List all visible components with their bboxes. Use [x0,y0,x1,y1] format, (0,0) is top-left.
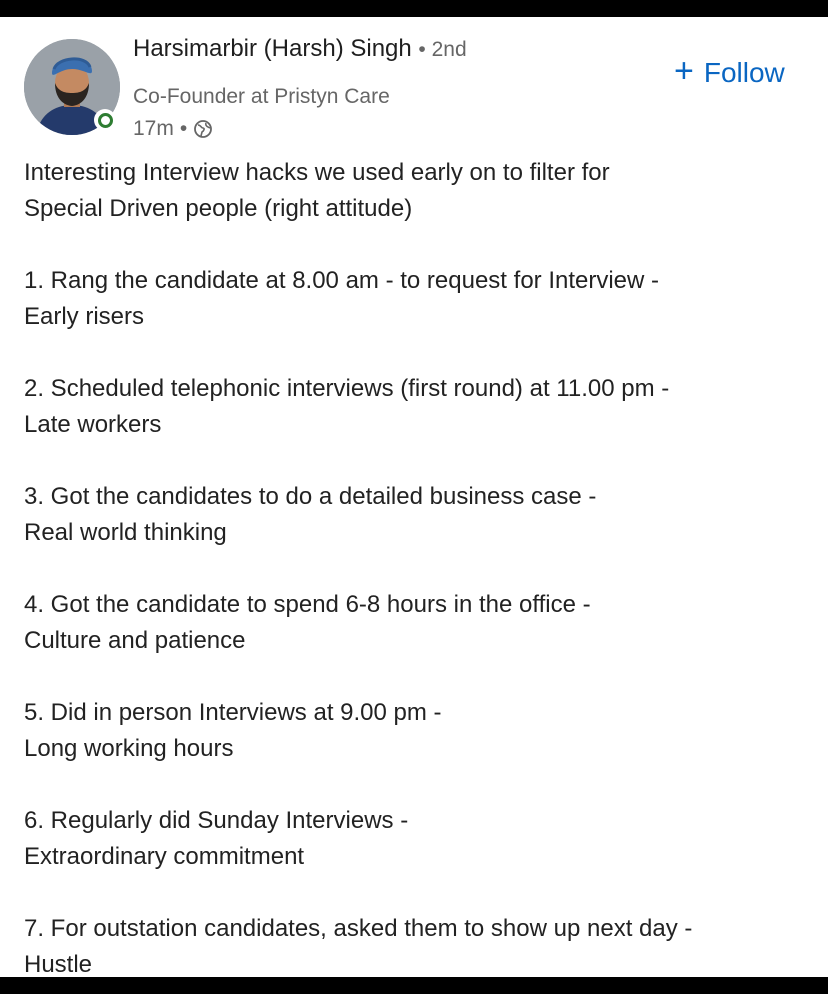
post-text [24,155,814,977]
post-line: Hustle [24,951,93,977]
online-status-icon [94,109,116,131]
post-paragraph [24,911,814,977]
meta-separator: • [179,117,188,140]
post-line: Interesting Interview hacks we used early on to filter for [24,159,610,186]
post-line: 6. Regularly did Sunday Interviews - [24,807,409,834]
plus-icon: + [674,52,694,90]
post-line: Culture and patience [24,627,246,654]
post-line: Extraordinary commitment [24,843,305,870]
author-name[interactable]: Harsimarbir (Harsh) Singh [133,35,412,62]
post-line: Long working hours [24,735,234,762]
post-time: 17m [133,117,174,140]
post-line: 5. Did in person Interviews at 9.00 pm - [24,699,442,726]
follow-button[interactable] [674,52,785,90]
connection-degree: • 2nd [418,38,467,61]
post-meta [133,117,213,141]
post-paragraph [24,803,814,875]
follow-label: Follow [703,57,785,88]
post-paragraph [24,695,814,767]
author-headline: Co-Founder at Pristyn Care [133,85,390,108]
post-line: 2. Scheduled telephonic interviews (first round) at 11.00 pm - [24,375,670,402]
post-card [0,17,828,977]
post-line: 7. For outstation candidates, asked them to show up next day - [24,915,693,942]
post-line: 3. Got the candidates to do a detailed business case - [24,483,597,510]
post-line: Late workers [24,411,162,438]
post-line: Real world thinking [24,519,227,546]
globe-icon [193,119,213,139]
post-line: Special Driven people (right attitude) [24,195,413,222]
post-paragraph [24,479,814,551]
post-paragraph [24,263,814,335]
post-line: 4. Got the candidate to spend 6-8 hours in the office - [24,591,591,618]
post-paragraph [24,155,814,227]
post-line: Early risers [24,303,145,330]
post-header [0,17,828,147]
author-name-line [133,35,467,63]
post-paragraph [24,371,814,443]
post-paragraph [24,587,814,659]
post-line: 1. Rang the candidate at 8.00 am - to request for Interview - [24,267,660,294]
